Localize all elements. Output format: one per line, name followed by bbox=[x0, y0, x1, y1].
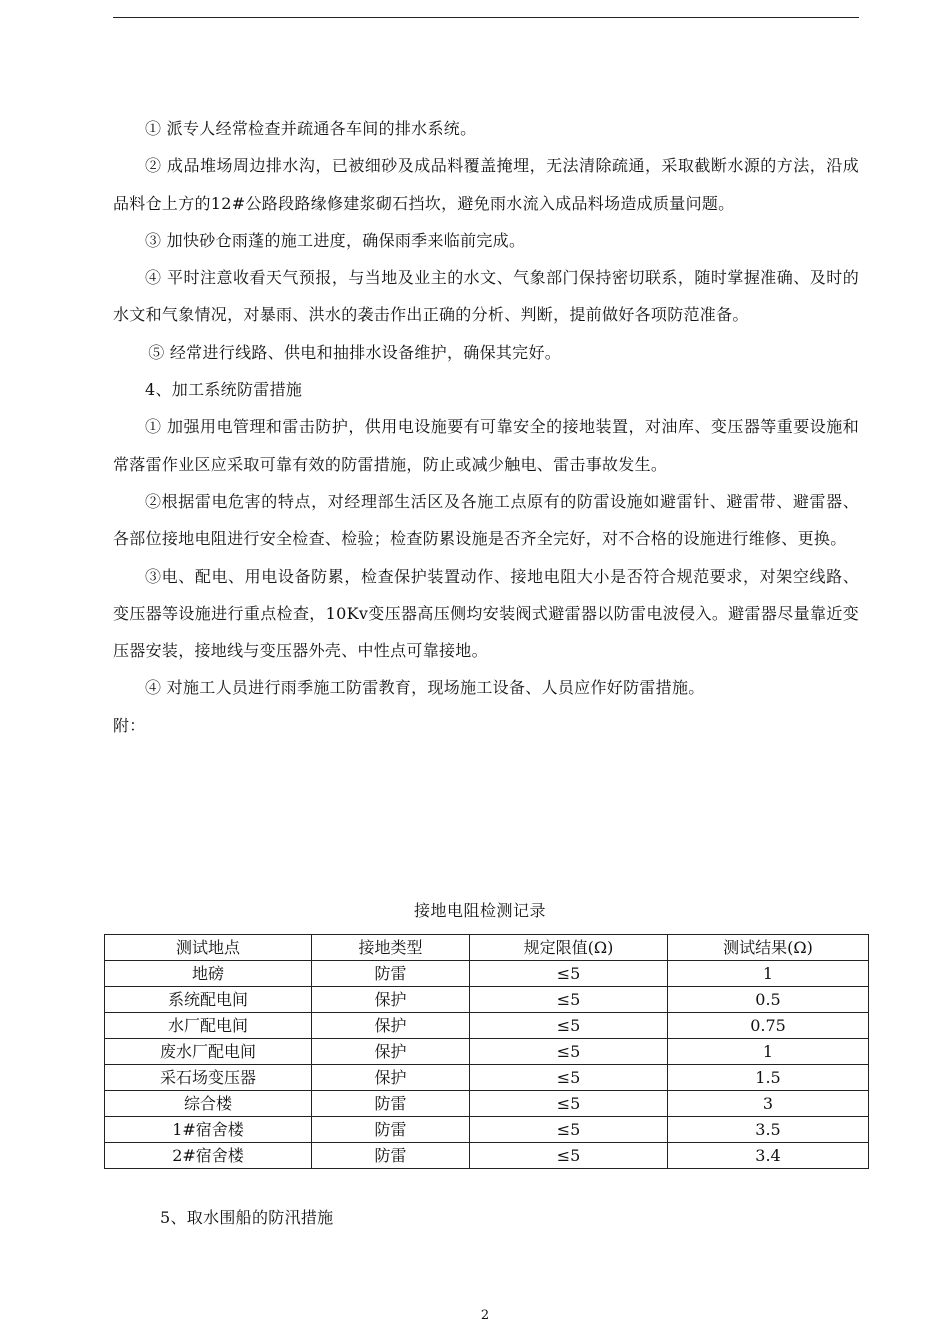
table-cell: 3 bbox=[668, 1091, 869, 1117]
table-header-cell: 测试地点 bbox=[105, 935, 312, 961]
table-cell: ≤5 bbox=[470, 1117, 668, 1143]
table-cell: 保护 bbox=[312, 1039, 470, 1065]
header-rule bbox=[113, 17, 859, 18]
paragraph-equipment-maintenance: ⑤ 经常进行线路、供电和抽排水设备维护，确保其完好。 bbox=[148, 342, 562, 362]
table-cell: ≤5 bbox=[470, 961, 668, 987]
paragraph-drainage-inspection: ① 派专人经常检查并疏通各车间的排水系统。 bbox=[145, 119, 477, 138]
table-cell: 1#宿舍楼 bbox=[105, 1117, 312, 1143]
table-header-cell: 接地类型 bbox=[312, 935, 470, 961]
table-row bbox=[105, 1117, 869, 1143]
table-cell: 1 bbox=[668, 1039, 869, 1065]
paragraph-lightning-facilities: ②根据雷电危害的特点，对经理部生活区及各施工点原有的防雷设施如避雷针、避雷带、避雷器、各部位接地电阻进行安全检查、检验；检查防累设施是否齐全完好，对不合格的设施进行维修、更换。 bbox=[113, 491, 859, 549]
section-heading-lightning: 4、加工系统防雷措施 bbox=[145, 380, 303, 400]
table-cell: ≤5 bbox=[470, 1039, 668, 1065]
table-cell: 废水厂配电间 bbox=[105, 1039, 312, 1065]
table-cell: 1.5 bbox=[668, 1065, 869, 1091]
table-row bbox=[105, 1013, 869, 1039]
table-row bbox=[105, 987, 869, 1013]
table-cell: 保护 bbox=[312, 1013, 470, 1039]
table-cell: 防雷 bbox=[312, 1143, 470, 1169]
table-row bbox=[105, 1091, 869, 1117]
table-cell: 0.75 bbox=[668, 1013, 869, 1039]
table-row bbox=[105, 1143, 869, 1169]
table-cell: 水厂配电间 bbox=[105, 1013, 312, 1039]
table-row bbox=[105, 1039, 869, 1065]
table-row bbox=[105, 961, 869, 987]
table-cell: ≤5 bbox=[470, 987, 668, 1013]
table-row bbox=[105, 1065, 869, 1091]
table-cell: ≤5 bbox=[470, 1065, 668, 1091]
table-cell: 地磅 bbox=[105, 961, 312, 987]
section-heading-flood-control: 5、取水围船的防汛措施 bbox=[160, 1208, 334, 1227]
table-cell: 防雷 bbox=[312, 961, 470, 987]
table-cell: 防雷 bbox=[312, 1091, 470, 1117]
paragraph-sand-bin-canopy: ③ 加快砂仓雨蓬的施工进度，确保雨季来临前完成。 bbox=[145, 230, 526, 250]
table-cell: 3.4 bbox=[668, 1143, 869, 1169]
table-cell: 2#宿舍楼 bbox=[105, 1143, 312, 1169]
table-cell: ≤5 bbox=[470, 1143, 668, 1169]
paragraph-grounding: ① 加强用电管理和雷击防护，供用电设施要有可靠安全的接地装置，对油库、变压器等重要设施和常落雷作业区应采取可靠有效的防雷措施，防止或减少触电、雷击事故发生。 bbox=[113, 417, 859, 474]
table-cell: 采石场变压器 bbox=[105, 1065, 312, 1091]
page-number: 2 bbox=[480, 1308, 490, 1323]
table-header-row bbox=[105, 935, 869, 961]
body-text bbox=[113, 110, 859, 744]
paragraph-stockpile-drainage: ② 成品堆场周边排水沟，已被细砂及成品料覆盖掩埋，无法清除疏通，采取截断水源的方法，沿成品料仓上方的12#公路段路缘修建浆砌石挡坎，避免雨水流入成品料场造成质量问题。 bbox=[113, 156, 859, 213]
table-cell: 保护 bbox=[312, 1065, 470, 1091]
paragraph-electrical-protection: ③电、配电、用电设备防累，检查保护装置动作、接地电阻大小是否符合规范要求，对架空线路、变压器等设施进行重点检查，10Kv变压器高压侧均安装阀式避雷器以防雷电波侵入。避雷器尽量靠近变压器安装，接地线与变压器外壳、中性点可靠接地。 bbox=[113, 566, 859, 661]
table-cell: 3.5 bbox=[668, 1117, 869, 1143]
table-cell: 1 bbox=[668, 961, 869, 987]
table-header-cell: 规定限值(Ω) bbox=[470, 935, 668, 961]
table-cell: ≤5 bbox=[470, 1091, 668, 1117]
table-cell: 综合楼 bbox=[105, 1091, 312, 1117]
paragraph-lightning-education: ④ 对施工人员进行雨季施工防雷教育，现场施工设备、人员应作好防雷措施。 bbox=[145, 678, 705, 698]
paragraph-weather-forecast: ④ 平时注意收看天气预报，与当地及业主的水文、气象部门保持密切联系，随时掌握准确、及时的水文和气象情况，对暴雨、洪水的袭击作出正确的分析、判断，提前做好各项防范准备。 bbox=[113, 268, 859, 325]
table-title: 接地电阻检测记录 bbox=[413, 901, 546, 920]
appendix-label: 附： bbox=[113, 715, 146, 735]
table-cell: 保护 bbox=[312, 987, 470, 1013]
table-cell: 系统配电间 bbox=[105, 987, 312, 1013]
table-cell: 防雷 bbox=[312, 1117, 470, 1143]
table-cell: ≤5 bbox=[470, 1013, 668, 1039]
table-cell: 0.5 bbox=[668, 987, 869, 1013]
grounding-resistance-table bbox=[104, 934, 869, 1169]
table-header-cell: 测试结果(Ω) bbox=[668, 935, 869, 961]
